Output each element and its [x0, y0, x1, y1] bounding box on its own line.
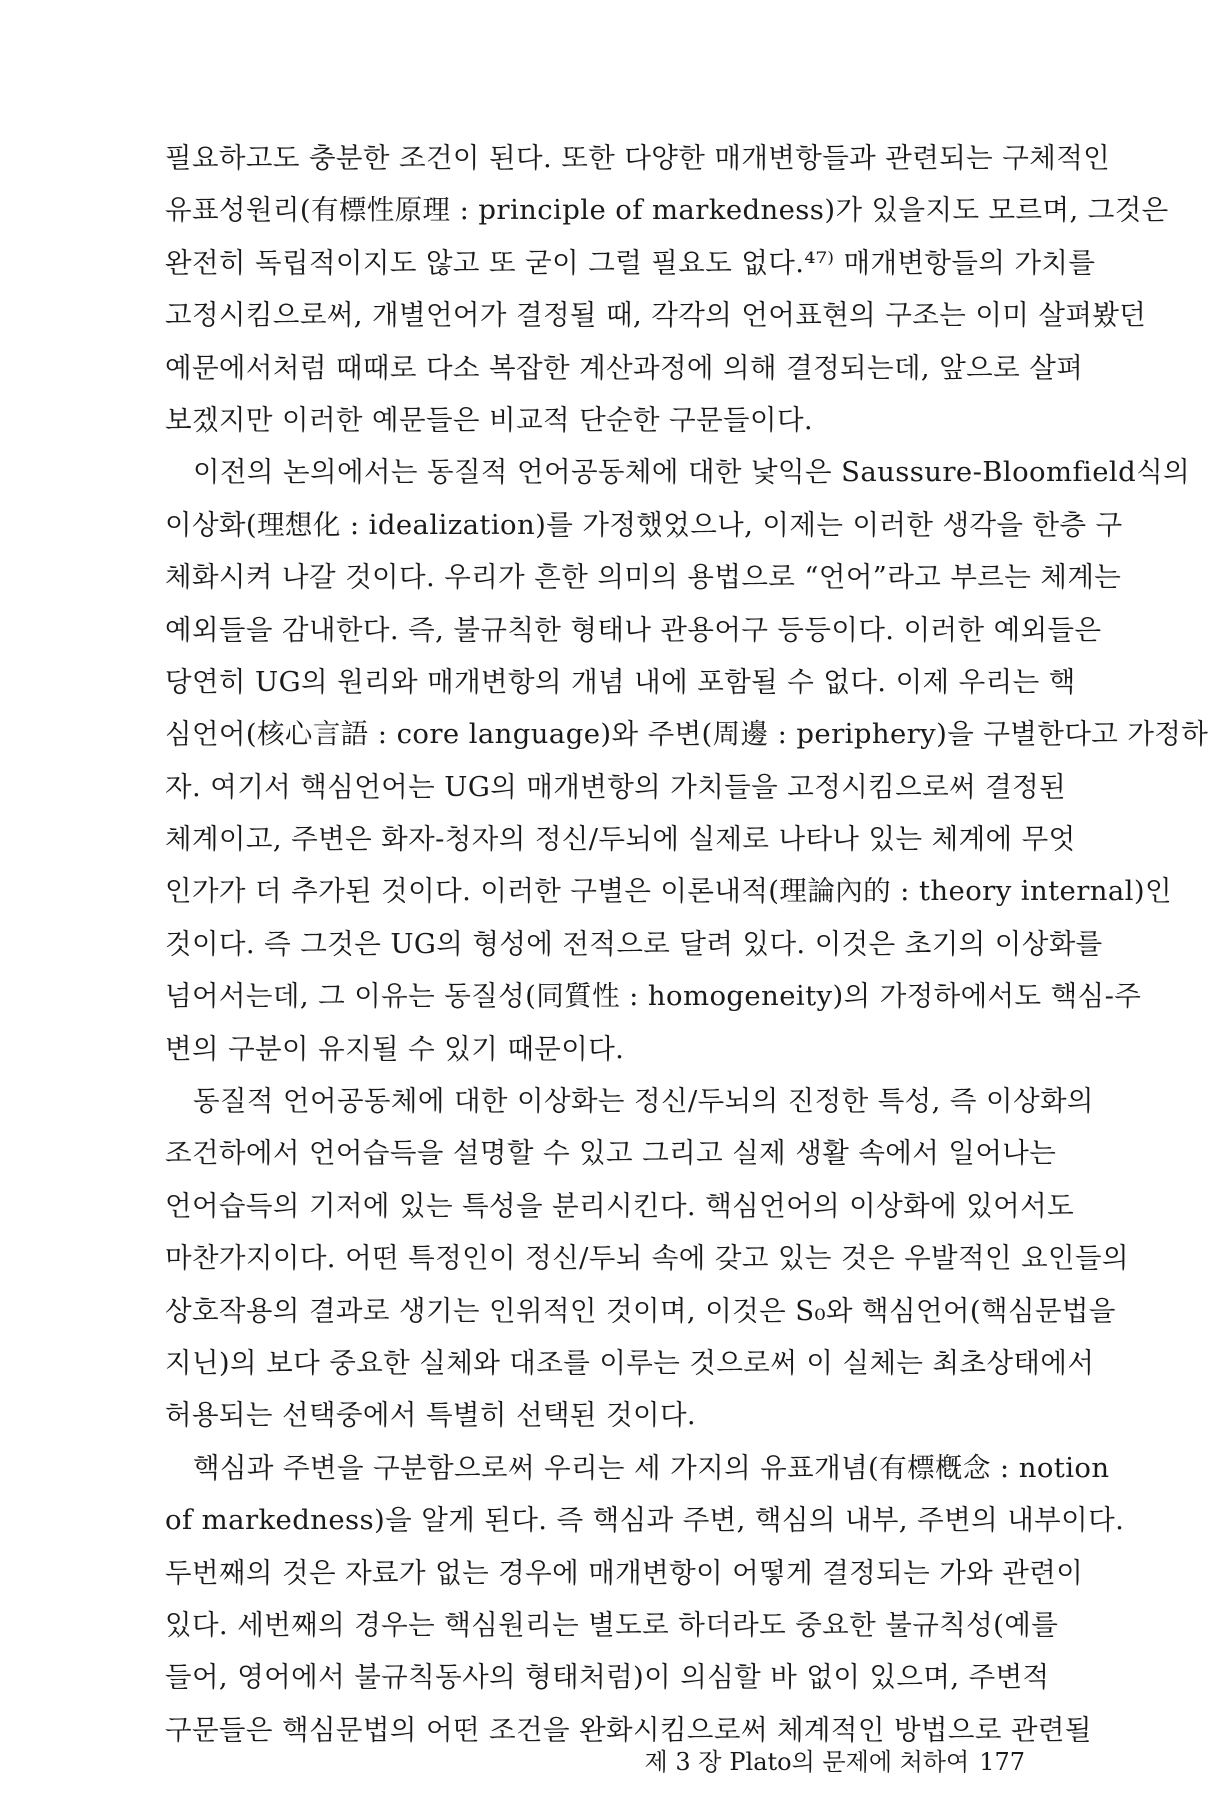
text-line: 마찬가지이다. 어떤 특정인이 정신/두뇌 속에 갖고 있는 것은 우발적인 요인들의	[165, 1242, 1129, 1275]
text-line: 예외들을 감내한다. 즉, 불규칙한 형태나 관용어구 등등이다. 이러한 예외들은	[165, 613, 1102, 646]
text-line: 당연히 UG의 원리와 매개변항의 개념 내에 포함될 수 없다. 이제 우리는 핵	[165, 665, 1076, 698]
text-line: of markedness)을 알게 된다. 즉 핵심과 주변, 핵심의 내부, 주변의 내부이다.	[165, 1504, 1125, 1537]
text-line: 허용되는 선택중에서 특별히 선택된 것이다.	[165, 1399, 697, 1432]
text-line: 필요하고도 충분한 조건이 된다. 또한 다양한 매개변항들과 관련되는 구체적인	[165, 142, 1111, 174]
text-line: 상호작용의 결과로 생기는 인위적인 것이며, 이것은 S₀와 핵심언어(핵심문법을	[165, 1294, 1116, 1327]
text-line: 것이다. 즉 그것은 UG의 형성에 전적으로 달려 있다. 이것은 초기의 이상화를	[165, 927, 1103, 960]
chapter-title: Plato의 문제에 처하여	[729, 1748, 970, 1776]
paragraph	[165, 1442, 1125, 1756]
text-line: 인가가 더 추가된 것이다. 이러한 구별은 이론내적(理論內的 : theory internal)인	[165, 875, 1172, 908]
text-line: 구문들은 핵심문법의 어떤 조건을 완화시킴으로써 체계적인 방법으로 관련될	[165, 1713, 1092, 1746]
text-line: 이상화(理想化 : idealization)를 가정했었으나, 이제는 이러한 생각을 한층 구	[165, 508, 1123, 541]
text-line: 변의 구분이 유지될 수 있기 때문이다.	[165, 1032, 625, 1065]
paragraph	[165, 446, 1208, 1075]
text-line: 예문에서처럼 때때로 다소 복잡한 계산과정에 의해 결정되는데, 앞으로 살펴	[165, 351, 1084, 384]
text-line: 완전히 독립적이지도 않고 또 굳이 그럴 필요도 없다.⁴⁷⁾ 매개변항들의 가치를	[165, 246, 1096, 279]
page-number: 177	[979, 1748, 1025, 1776]
text-line: 보겠지만 이러한 예문들은 비교적 단순한 구문들이다.	[165, 403, 814, 436]
chapter-label: 제 3 장	[644, 1748, 722, 1776]
text-line: 고정시킴으로써, 개별언어가 결정될 때, 각각의 언어표현의 구조는 이미 살펴봤던	[165, 299, 1147, 332]
text-line: 들어, 영어에서 불규칙동사의 형태처럼)이 의심할 바 없이 있으며, 주변적	[165, 1661, 1050, 1694]
text-line: 언어습득의 기저에 있는 특성을 분리시킨다. 핵심언어의 이상화에 있어서도	[165, 1189, 1075, 1222]
body-text	[165, 132, 1208, 1756]
text-line: 있다. 세번째의 경우는 핵심원리는 별도로 하더라도 중요한 불규칙성(예를	[165, 1608, 1059, 1641]
text-line: 두번째의 것은 자료가 없는 경우에 매개변항이 어떻게 결정되는 가와 관련이	[165, 1556, 1084, 1589]
text-line: 핵심과 주변을 구분함으로써 우리는 세 가지의 유표개념(有標槪念 : notion	[193, 1451, 1110, 1484]
text-line: 자. 여기서 핵심언어는 UG의 매개변항의 가치들을 고정시킴으로써 결정된	[165, 770, 1067, 803]
text-line: 넘어서는데, 그 이유는 동질성(同質性 : homogeneity)의 가정하에서도 핵심-주	[165, 980, 1142, 1013]
text-line: 체화시켜 나갈 것이다. 우리가 흔한 의미의 용법으로 “언어”라고 부르는 체계는	[165, 561, 1122, 594]
text-line: 심언어(核心言語 : core language)와 주변(周邊 : periphery)을 구별한다고 가정하	[165, 718, 1208, 751]
text-line: 지닌)의 보다 중요한 실체와 대조를 이루는 것으로써 이 실체는 최초상태에서	[165, 1346, 1095, 1379]
text-line: 이전의 논의에서는 동질적 언어공동체에 대한 낯익은 Saussure-Bloomfield식의	[193, 456, 1191, 489]
paragraph	[165, 132, 1169, 446]
text-line: 체계이고, 주변은 화자-청자의 정신/두뇌에 실제로 나타나 있는 체계에 무엇	[165, 823, 1076, 856]
text-line: 조건하에서 언어습득을 설명할 수 있고 그리고 실제 생활 속에서 일어나는	[165, 1137, 1057, 1170]
paragraph	[165, 1075, 1129, 1442]
text-line: 유표성원리(有標性原理 : principle of markedness)가 있을지도 모르며, 그것은	[165, 194, 1169, 227]
running-footer	[620, 1742, 1025, 1777]
text-line: 동질적 언어공동체에 대한 이상화는 정신/두뇌의 진정한 특성, 즉 이상화의	[193, 1085, 1094, 1118]
